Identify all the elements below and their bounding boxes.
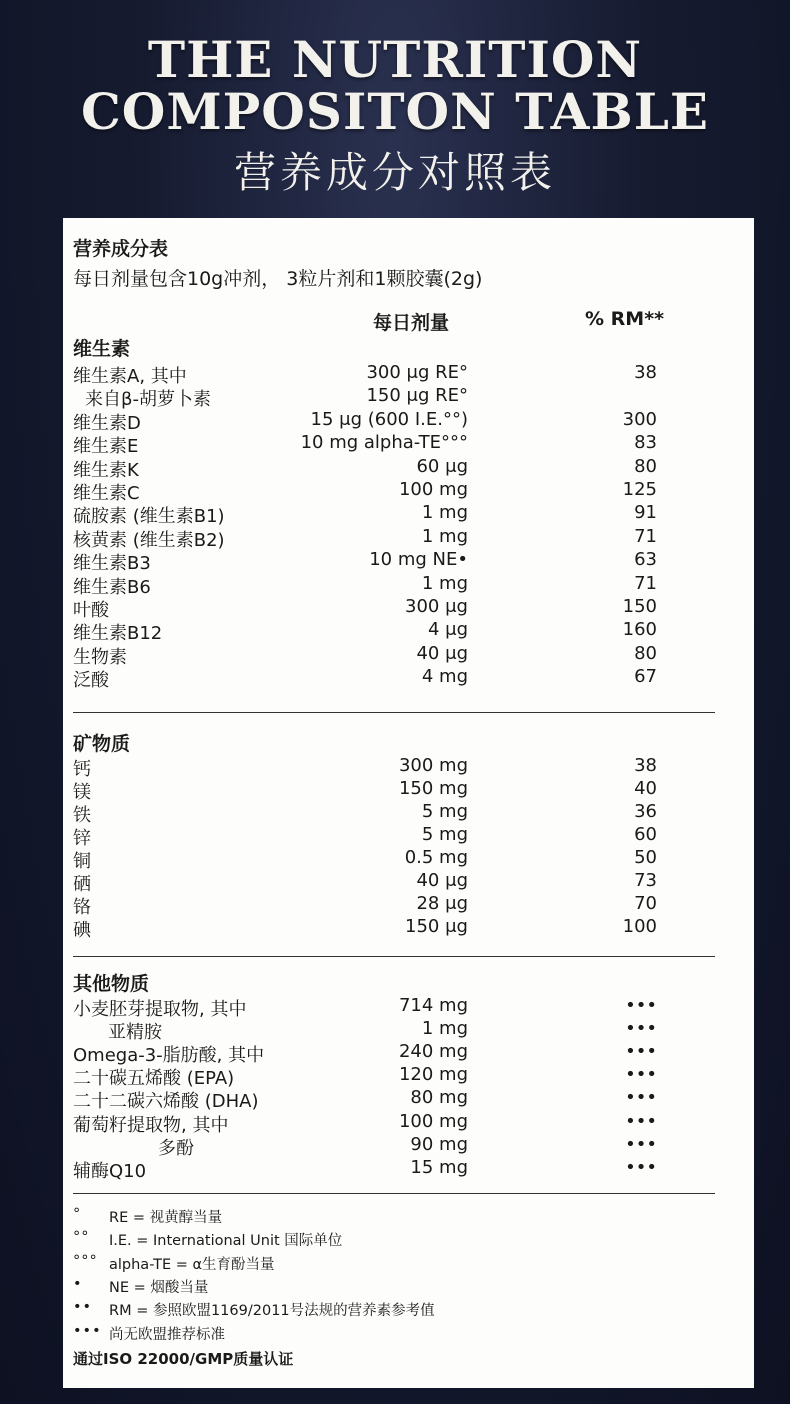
nutrient-name: 维生素D <box>73 412 141 434</box>
nutrient-dose: 120 mg <box>398 1064 468 1086</box>
footnote-text: alpha-TE = α生育酚当量 <box>109 1256 275 1273</box>
nutrient-dose: 28 μg <box>416 893 468 914</box>
nutrient-rm-percent: 73 <box>634 870 657 891</box>
nutrient-dose: 5 mg <box>421 801 468 822</box>
nutrient-dose: 1 mg <box>421 502 468 524</box>
table-title: 营养成分表 <box>73 238 169 260</box>
nutrient-dose: 15 μg (600 I.E.°°) <box>310 408 468 430</box>
nutrient-name: 铜 <box>73 851 91 872</box>
divider <box>73 712 715 713</box>
nutrient-name: 钙 <box>73 759 91 780</box>
nutrient-rm-percent: 70 <box>634 893 657 914</box>
nutrient-name: 硫胺素 (维生素B1) <box>73 506 225 528</box>
nutrient-rm-percent: 60 <box>634 824 657 845</box>
nutrient-name: 铁 <box>73 805 91 826</box>
table-row <box>63 643 754 666</box>
nutrient-rm-percent: ••• <box>625 1064 657 1086</box>
nutrient-name: 维生素C <box>73 483 140 504</box>
table-row <box>63 596 754 619</box>
nutrient-dose: 40 μg <box>416 642 468 664</box>
section-title-vitamins: 维生素 <box>73 338 131 360</box>
nutrient-name: 亚精胺 <box>108 1022 162 1044</box>
nutrient-rm-percent: 125 <box>622 479 657 500</box>
nutrient-rm-percent: ••• <box>625 1087 657 1109</box>
table-row <box>63 385 754 411</box>
nutrient-name: 葡萄籽提取物, 其中 <box>73 1114 229 1136</box>
nutrient-rm-percent: ••• <box>625 1133 657 1155</box>
certification-note: 通过ISO 22000/GMP质量认证 <box>73 1350 294 1368</box>
table-row <box>63 502 754 528</box>
footnote-symbol: °°° <box>73 1252 98 1269</box>
footnote-symbol: ° <box>73 1206 82 1222</box>
nutrient-rm-percent: 150 <box>622 596 657 617</box>
nutrient-name: 维生素E <box>73 436 139 458</box>
footnote <box>63 1299 754 1321</box>
nutrient-name: 碘 <box>73 920 91 941</box>
nutrient-name: 小麦胚芽提取物, 其中 <box>73 999 247 1020</box>
nutrient-rm-percent: ••• <box>625 1156 657 1178</box>
nutrient-name: Omega-3-脂肪酸, 其中 <box>73 1045 265 1067</box>
column-header-rm: % RM** <box>585 308 665 330</box>
nutrient-name: 维生素B6 <box>73 576 151 598</box>
nutrient-rm-percent: 67 <box>634 666 657 688</box>
nutrient-dose: 4 μg <box>427 619 468 641</box>
section-title-minerals: 矿物质 <box>73 733 131 755</box>
nutrient-rm-percent: 71 <box>634 572 657 594</box>
nutrient-dose: 1 mg <box>421 525 468 547</box>
table-row <box>63 755 754 778</box>
nutrient-dose: 1 mg <box>421 1018 468 1040</box>
hero-subtitle-cn: 营养成分对照表 <box>233 148 556 197</box>
nutrient-name: 叶酸 <box>73 600 109 621</box>
nutrient-rm-percent: 63 <box>634 549 657 571</box>
hero-title-line-1: THE NUTRITION <box>147 30 643 89</box>
nutrient-dose: 80 mg <box>410 1087 468 1109</box>
nutrient-rm-percent: 71 <box>634 525 657 547</box>
footnote-symbol: •• <box>73 1299 93 1316</box>
nutrient-name: 核黄素 (维生素B2) <box>73 529 225 551</box>
table-row <box>63 870 754 893</box>
table-row <box>63 995 754 1018</box>
nutrient-rm-percent: 40 <box>634 778 657 799</box>
divider <box>73 1193 715 1194</box>
table-row <box>63 1087 754 1113</box>
nutrient-rm-percent: 91 <box>634 502 657 524</box>
table-subtitle: 每日剂量包含10g冲剂， 3粒片剂和1颗胶囊(2g) <box>73 268 483 290</box>
footnote <box>63 1253 754 1275</box>
footnote-text: RE = 视黄醇当量 <box>109 1210 223 1226</box>
nutrient-dose: 5 mg <box>421 824 468 845</box>
nutrient-name: 泛酸 <box>73 670 109 692</box>
table-row <box>63 847 754 870</box>
nutrient-name: 二十二碳六烯酸 (DHA) <box>73 1091 259 1113</box>
footnote <box>63 1323 754 1345</box>
nutrient-dose: 1 mg <box>421 572 468 594</box>
table-row <box>63 666 754 692</box>
table-row <box>63 1018 754 1044</box>
nutrient-name: 镁 <box>73 782 91 803</box>
nutrient-name: 维生素K <box>73 459 139 481</box>
nutrient-name: 维生素A, 其中 <box>73 366 187 387</box>
nutrient-name: 来自β-胡萝卜素 <box>85 389 211 411</box>
nutrient-name: 二十碳五烯酸 (EPA) <box>73 1068 235 1090</box>
nutrient-dose: 15 mg <box>410 1156 468 1178</box>
nutrient-dose: 90 mg <box>410 1133 468 1155</box>
nutrient-rm-percent: 83 <box>634 432 657 454</box>
footnote <box>63 1206 754 1228</box>
nutrient-dose: 240 mg <box>398 1041 468 1063</box>
nutrient-name: 锌 <box>73 828 91 849</box>
nutrient-dose: 100 mg <box>398 479 468 500</box>
table-row <box>63 479 754 502</box>
nutrient-dose: 4 mg <box>421 666 468 688</box>
nutrient-rm-percent: 300 <box>622 408 657 430</box>
column-header-daily-dose: 每日剂量 <box>373 312 450 334</box>
nutrient-name: 辅酶Q10 <box>73 1160 147 1182</box>
footnote <box>63 1229 754 1251</box>
nutrient-dose: 10 mg NE• <box>369 549 468 571</box>
table-row <box>63 916 754 939</box>
nutrient-dose: 150 mg <box>398 778 468 799</box>
nutrient-rm-percent: 80 <box>634 455 657 477</box>
nutrient-dose: 300 μg RE° <box>366 362 468 383</box>
nutrient-rm-percent: 50 <box>634 847 657 868</box>
footnote-text: NE = 烟酸当量 <box>109 1279 209 1296</box>
footnote-text: 尚无欧盟推荐标准 <box>109 1326 225 1343</box>
nutrient-rm-percent: ••• <box>625 1110 657 1132</box>
divider <box>73 956 715 957</box>
table-row <box>63 456 754 479</box>
footnote-symbol: ••• <box>73 1322 102 1339</box>
nutrient-name: 维生素B3 <box>73 553 151 575</box>
nutrient-dose: 40 μg <box>416 870 468 891</box>
table-row <box>63 1111 754 1134</box>
table-row <box>63 1157 754 1180</box>
footnote-text: I.E. = International Unit 国际单位 <box>109 1233 343 1250</box>
nutrient-dose: 150 μg RE° <box>366 385 468 407</box>
nutrient-rm-percent: 160 <box>622 619 657 641</box>
nutrient-rm-percent: 36 <box>634 801 657 822</box>
nutrient-dose: 10 mg alpha-TE°°° <box>300 432 468 454</box>
nutrient-rm-percent: 38 <box>634 362 657 383</box>
footnote-symbol: °° <box>73 1229 90 1246</box>
nutrient-name: 维生素B12 <box>73 623 163 645</box>
table-row <box>63 1064 754 1090</box>
nutrient-name: 硒 <box>73 874 91 895</box>
hero-title-line-2: COMPOSITON TABLE <box>80 82 709 141</box>
table-row <box>63 893 754 916</box>
nutrient-rm-percent: 80 <box>634 642 657 664</box>
table-row <box>63 526 754 549</box>
table-row <box>63 549 754 575</box>
table-row <box>63 619 754 645</box>
nutrient-dose: 150 μg <box>405 916 468 937</box>
table-row <box>63 362 754 385</box>
table-row <box>63 432 754 458</box>
nutrient-dose: 0.5 mg <box>404 847 468 868</box>
nutrient-dose: 60 μg <box>416 455 468 477</box>
table-row <box>63 1134 754 1157</box>
table-row <box>63 801 754 824</box>
table-row <box>63 409 754 432</box>
table-row <box>63 1041 754 1067</box>
footnote-text: RM = 参照欧盟1169/2011号法规的营养素参考值 <box>109 1303 435 1320</box>
hero-header <box>0 0 790 215</box>
nutrient-dose: 300 mg <box>398 755 468 776</box>
nutrient-rm-percent: ••• <box>625 995 657 1016</box>
nutrient-rm-percent: ••• <box>625 1041 657 1063</box>
nutrient-name: 铬 <box>73 897 91 918</box>
nutrient-rm-percent: ••• <box>625 1018 657 1040</box>
nutrition-table-card <box>63 218 754 1388</box>
table-row <box>63 824 754 847</box>
nutrient-dose: 714 mg <box>398 995 468 1016</box>
nutrient-dose: 300 μg <box>405 596 468 617</box>
footnote <box>63 1276 754 1298</box>
nutrient-name: 生物素 <box>73 646 127 668</box>
table-row <box>63 778 754 801</box>
table-row <box>63 573 754 596</box>
nutrient-name: 多酚 <box>158 1137 194 1159</box>
section-title-others: 其他物质 <box>73 973 150 995</box>
nutrient-rm-percent: 38 <box>634 755 657 776</box>
footnote-symbol: • <box>73 1275 83 1292</box>
nutrient-rm-percent: 100 <box>622 916 657 937</box>
nutrient-dose: 100 mg <box>398 1110 468 1132</box>
